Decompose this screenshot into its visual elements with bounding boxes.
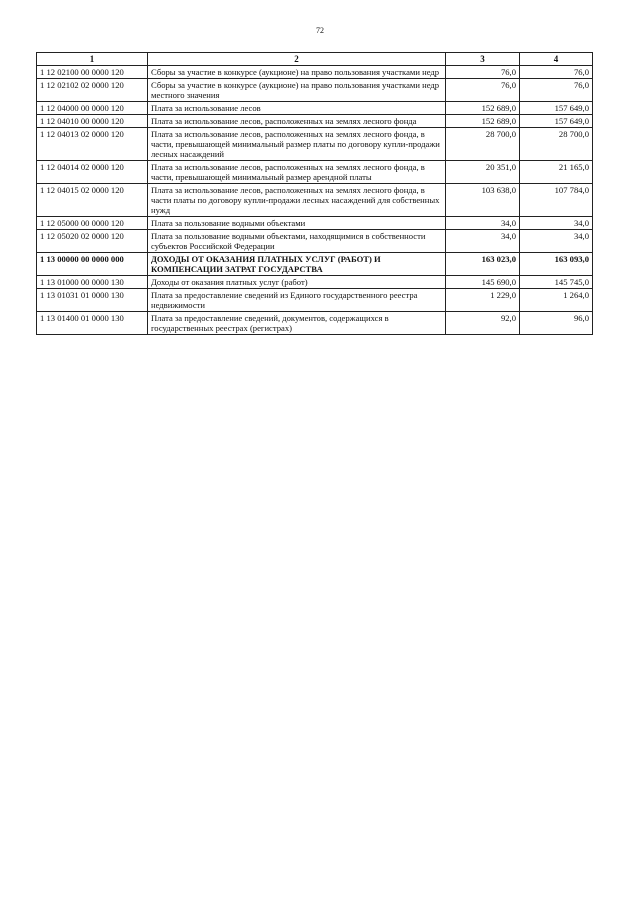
table-body: [37, 66, 593, 335]
value-col3-cell: 34,0: [446, 230, 520, 253]
description-cell: Плата за пользование водными объектами, находящимися в собственности субъектов Российской Федерации: [148, 230, 446, 253]
budget-code-cell: 1 12 04013 02 0000 120: [37, 128, 148, 161]
column-header-3: 3: [446, 53, 520, 66]
value-col3-cell: 92,0: [446, 312, 520, 335]
budget-code-cell: 1 13 01031 01 0000 130: [37, 289, 148, 312]
description-cell: Плата за предоставление сведений, документов, содержащихся в государственных реестрах (регистрах): [148, 312, 446, 335]
value-col3-cell: 28 700,0: [446, 128, 520, 161]
column-header-1: 1: [37, 53, 148, 66]
table-row: [37, 276, 593, 289]
table-row: [37, 102, 593, 115]
value-col4-cell: 96,0: [520, 312, 593, 335]
description-cell: Доходы от оказания платных услуг (работ): [148, 276, 446, 289]
budget-code-cell: 1 12 04014 02 0000 120: [37, 161, 148, 184]
value-col3-cell: 163 023,0: [446, 253, 520, 276]
description-cell: Сборы за участие в конкурсе (аукционе) на право пользования участками недр: [148, 66, 446, 79]
value-col3-cell: 145 690,0: [446, 276, 520, 289]
table-row: [37, 230, 593, 253]
value-col4-cell: 76,0: [520, 79, 593, 102]
column-header-4: 4: [520, 53, 593, 66]
value-col4-cell: 76,0: [520, 66, 593, 79]
value-col4-cell: 145 745,0: [520, 276, 593, 289]
page-number: 72: [316, 26, 324, 35]
table-row: [37, 79, 593, 102]
description-cell: Плата за использование лесов: [148, 102, 446, 115]
budget-code-cell: 1 12 04000 00 0000 120: [37, 102, 148, 115]
budget-code-cell: 1 12 04015 02 0000 120: [37, 184, 148, 217]
description-cell: Сборы за участие в конкурсе (аукционе) на право пользования участками недр местного значения: [148, 79, 446, 102]
value-col3-cell: 20 351,0: [446, 161, 520, 184]
value-col3-cell: 76,0: [446, 79, 520, 102]
table-row: [37, 217, 593, 230]
value-col4-cell: 157 649,0: [520, 115, 593, 128]
budget-code-cell: 1 12 02100 00 0000 120: [37, 66, 148, 79]
table-row: [37, 115, 593, 128]
table-row: [37, 66, 593, 79]
budget-code-cell: 1 12 02102 02 0000 120: [37, 79, 148, 102]
value-col4-cell: 163 093,0: [520, 253, 593, 276]
value-col4-cell: 157 649,0: [520, 102, 593, 115]
budget-code-cell: 1 13 01400 01 0000 130: [37, 312, 148, 335]
table-row: [37, 253, 593, 276]
description-cell: ДОХОДЫ ОТ ОКАЗАНИЯ ПЛАТНЫХ УСЛУГ (РАБОТ) И КОМПЕНСАЦИИ ЗАТРАТ ГОСУДАРСТВА: [148, 253, 446, 276]
description-cell: Плата за использование лесов, расположенных на землях лесного фонда, в части платы по договору купли-продажи лесных насаждений для собственных нужд: [148, 184, 446, 217]
value-col4-cell: 1 264,0: [520, 289, 593, 312]
budget-code-cell: 1 12 04010 00 0000 120: [37, 115, 148, 128]
value-col4-cell: 34,0: [520, 217, 593, 230]
table-row: [37, 128, 593, 161]
table-row: [37, 312, 593, 335]
budget-code-cell: 1 12 05020 02 0000 120: [37, 230, 148, 253]
value-col3-cell: 1 229,0: [446, 289, 520, 312]
value-col4-cell: 28 700,0: [520, 128, 593, 161]
value-col3-cell: 152 689,0: [446, 115, 520, 128]
table-row: [37, 184, 593, 217]
value-col4-cell: 107 784,0: [520, 184, 593, 217]
table-row: [37, 161, 593, 184]
value-col3-cell: 76,0: [446, 66, 520, 79]
budget-table: [36, 52, 593, 335]
value-col4-cell: 34,0: [520, 230, 593, 253]
description-cell: Плата за использование лесов, расположенных на землях лесного фонда, в части, превышающей минимальный размер платы по договору купли-продажи лесных насаждений: [148, 128, 446, 161]
budget-code-cell: 1 12 05000 00 0000 120: [37, 217, 148, 230]
description-cell: Плата за использование лесов, расположенных на землях лесного фонда, в части, превышающей минимальный размер арендной платы: [148, 161, 446, 184]
value-col3-cell: 152 689,0: [446, 102, 520, 115]
description-cell: Плата за предоставление сведений из Единого государственного реестра недвижимости: [148, 289, 446, 312]
column-header-2: 2: [148, 53, 446, 66]
budget-code-cell: 1 13 01000 00 0000 130: [37, 276, 148, 289]
table-row: [37, 289, 593, 312]
table-header-row: [37, 53, 593, 66]
description-cell: Плата за использование лесов, расположенных на землях лесного фонда: [148, 115, 446, 128]
value-col4-cell: 21 165,0: [520, 161, 593, 184]
value-col3-cell: 34,0: [446, 217, 520, 230]
budget-code-cell: 1 13 00000 00 0000 000: [37, 253, 148, 276]
value-col3-cell: 103 638,0: [446, 184, 520, 217]
description-cell: Плата за пользование водными объектами: [148, 217, 446, 230]
